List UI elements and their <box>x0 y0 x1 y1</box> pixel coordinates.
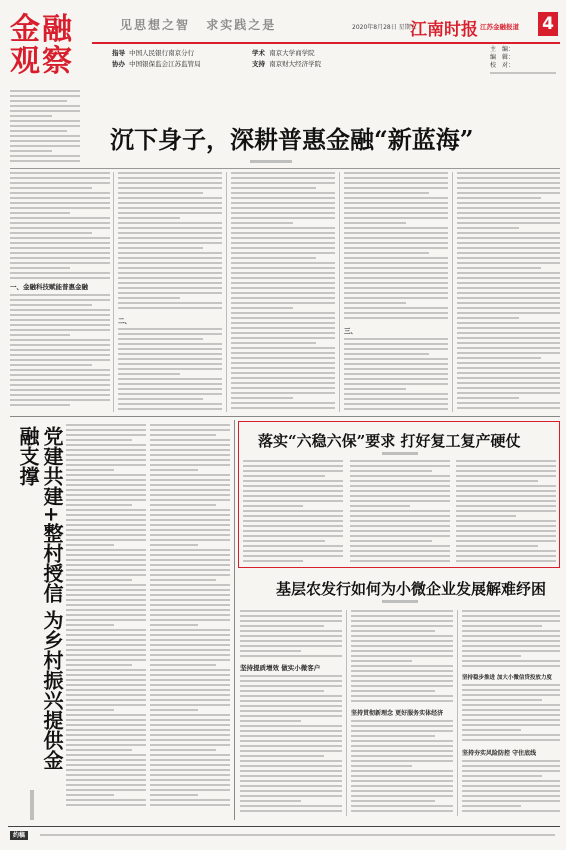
paper-sub: 江苏金融报道 <box>480 23 519 31</box>
masthead-slogan <box>120 16 276 38</box>
bottom-subhead-3: 坚持稳步推进 加大小微信贷投放力度 <box>462 675 552 681</box>
bottom-col-3 <box>462 610 560 670</box>
mid-article-title: 落实“六稳六保”要求 打好复工复产硬仗 <box>258 432 521 450</box>
main-col-3b <box>344 338 448 412</box>
footer-fine-print <box>40 834 555 836</box>
main-col-divider-1 <box>113 172 114 412</box>
slogan-1: 见思想之智 <box>120 18 191 32</box>
support-value: 南京财大经济学院 <box>269 60 322 68</box>
side-col-2 <box>150 424 230 814</box>
bottom-col-3b <box>462 684 560 744</box>
section-title <box>10 14 80 82</box>
support-label: 支持 <box>252 60 265 68</box>
editor-line-1: 主 编： <box>490 46 515 53</box>
main-col-3 <box>344 172 448 322</box>
guide-label-2: 协办 <box>112 60 125 68</box>
page-number-badge <box>538 12 558 36</box>
main-article-rule <box>10 168 560 169</box>
main-col-1 <box>118 172 222 312</box>
bottom-subhead-2: 坚持贯彻新理念 更好服务实体经济 <box>351 710 444 717</box>
left-teaser-text <box>10 90 80 165</box>
main-col-4 <box>457 172 560 412</box>
bottom-subhead-4: 坚持夯实风险防控 守住底线 <box>462 750 537 757</box>
slogan-2: 求实践之是 <box>206 18 277 32</box>
main-col-0b <box>10 294 110 409</box>
academic-block <box>252 48 382 70</box>
bottom-col-divider-2 <box>457 610 458 816</box>
footer-label <box>10 831 28 840</box>
guide-value-2: 中国银保监会江苏监管局 <box>129 60 201 68</box>
main-col-2 <box>231 172 335 412</box>
side-col-1 <box>66 424 146 814</box>
bottom-col-3c <box>462 760 560 816</box>
bottom-article-title: 基层农发行如何为小微企业发展解难纾困 <box>276 580 547 598</box>
main-article-byline <box>250 160 292 163</box>
editor-line-2: 编 辑： <box>490 54 515 61</box>
main-col-divider-4 <box>452 172 453 412</box>
date-line: 2020年8月28日 星期五 <box>352 24 417 31</box>
side-article-byline <box>30 790 34 820</box>
mid-col-3 <box>456 460 556 564</box>
section-title-text: 金融观察 <box>10 12 74 79</box>
mid-col-1 <box>243 460 343 564</box>
side-article-title-text: 党建共建+整村授信 为乡村振兴提供金融支撑 <box>16 426 64 770</box>
main-col-divider-2 <box>226 172 227 412</box>
page-number: 4 <box>542 14 554 34</box>
main-bottom-rule <box>10 416 560 417</box>
main-subhead-2: 二、 <box>118 317 131 325</box>
main-col-1b <box>118 328 222 412</box>
bottom-col-2 <box>351 610 453 706</box>
masthead-rule <box>92 42 560 44</box>
footer-rule <box>8 826 560 827</box>
main-subhead-1: 一、金融科技赋能普惠金融 <box>10 283 88 291</box>
mid-article-byline <box>382 452 418 455</box>
main-article-title: 沉下身子，深耕普惠金融“新蓝海” <box>110 125 474 154</box>
bottom-col-1 <box>240 610 342 660</box>
guide-value-1: 中国人民银行南京分行 <box>129 49 195 57</box>
mid-col-2 <box>350 460 450 564</box>
main-subhead-3: 三、 <box>344 327 357 335</box>
bottom-col-2b <box>351 720 453 816</box>
bottom-col-divider-1 <box>346 610 347 816</box>
academic-label: 学术 <box>252 49 265 57</box>
paper-name: 江南时报 <box>410 20 478 40</box>
footer-label-text: 约稿 <box>13 832 26 839</box>
side-article-title <box>14 426 64 786</box>
academic-value: 南京大学商学院 <box>269 49 315 57</box>
editor-line-3: 校 对： <box>490 62 515 69</box>
main-col-divider-3 <box>339 172 340 412</box>
side-mid-divider <box>234 420 235 820</box>
editor-email-line <box>490 72 556 74</box>
bottom-col-1b <box>240 675 342 815</box>
editor-block <box>490 46 560 70</box>
bottom-article-byline <box>382 600 418 603</box>
guide-label-1: 指导 <box>112 49 125 57</box>
bottom-subhead-1: 坚持提质增效 做实小微客户 <box>240 664 321 672</box>
main-col-0 <box>10 172 110 282</box>
